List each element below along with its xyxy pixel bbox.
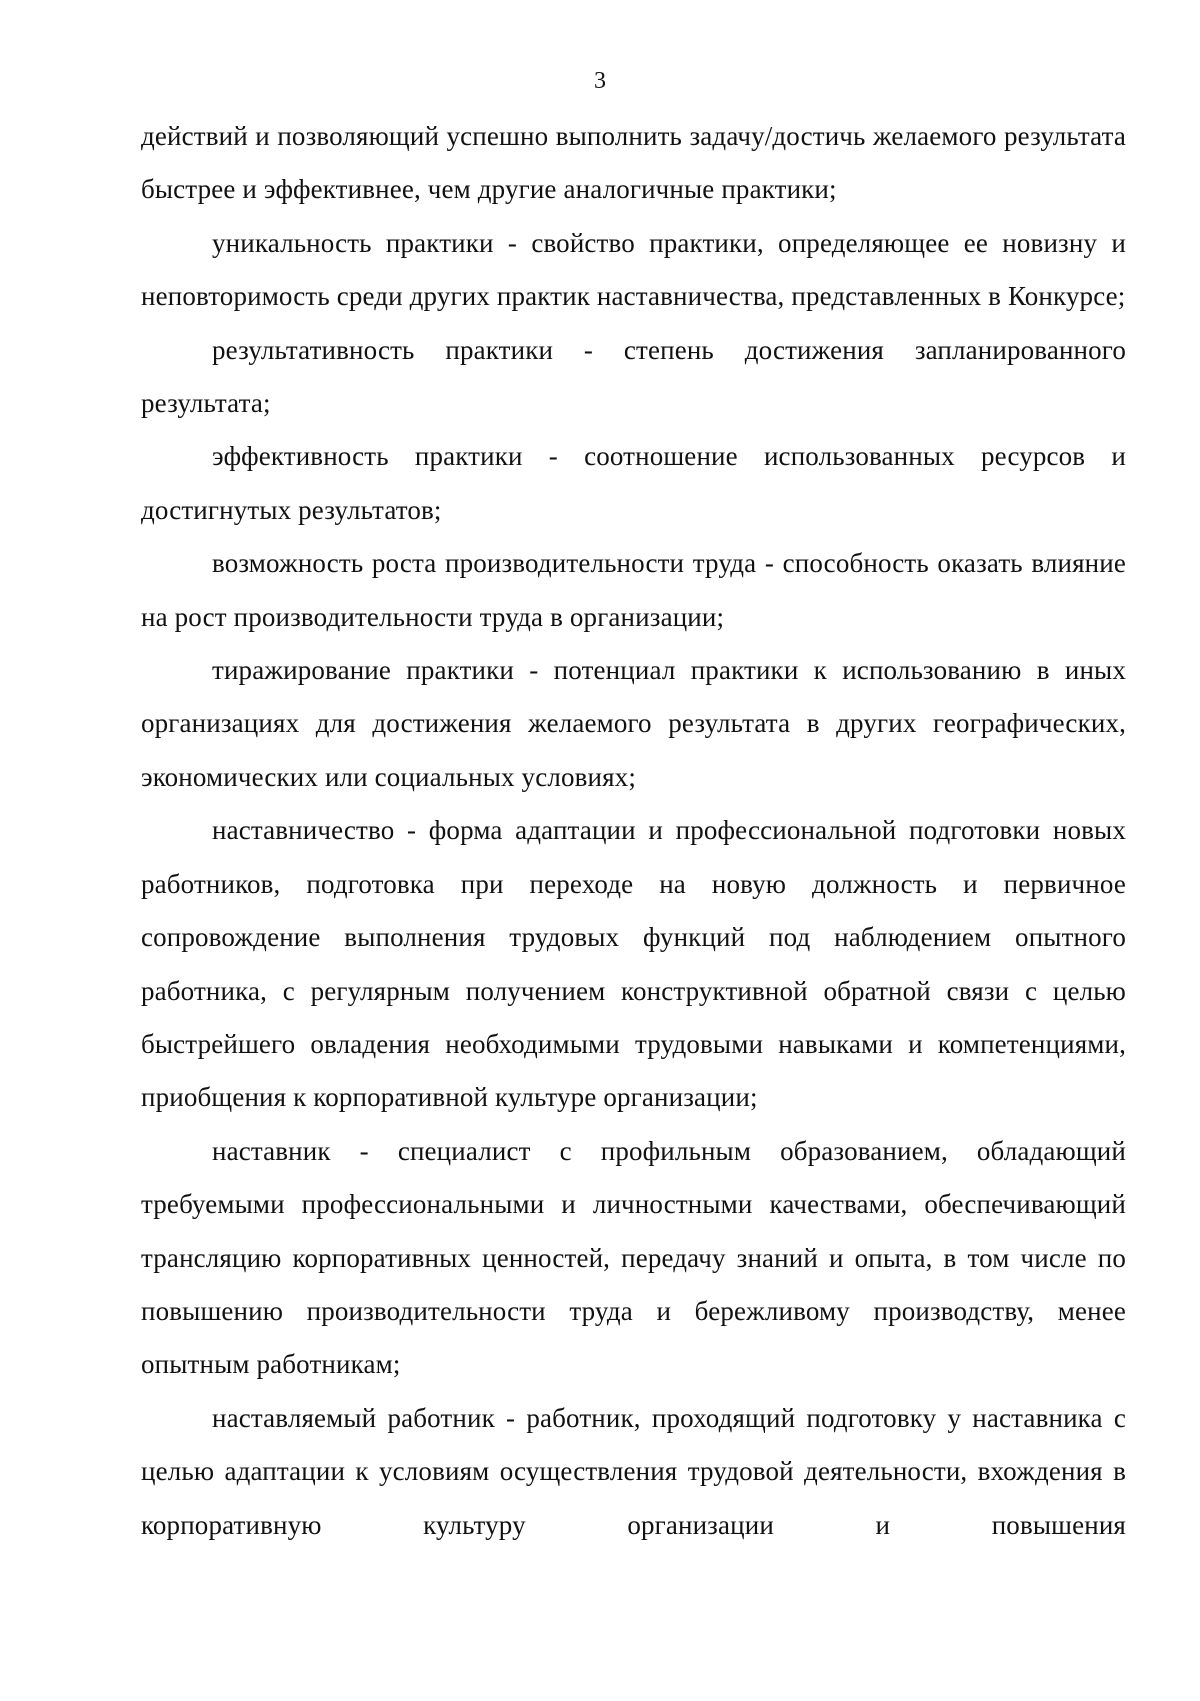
page-number: 3 — [594, 68, 606, 94]
paragraph-efficiency-definition: эффективность практики - соотношение использованных ресурсов и достигнутых результатов; — [141, 441, 1126, 525]
paragraph-productivity-growth-definition: возможность роста производительности труда - способность оказать влияние на рост производительности труда в организации; — [141, 548, 1126, 632]
paragraph-mentoring-definition: наставничество - форма адаптации и профессиональной подготовки новых работников, подготовка при переходе на новую должность и первичное сопровождение выполнения трудовых функций под наблюдением опытного работника, с регулярным получением конструктивной обратной связи с целью быстрейшего овладения необходимыми трудовыми навыками и компетенциями, приобщения к корпоративной культуре организации; — [141, 815, 1126, 1113]
document-body — [141, 110, 1126, 1552]
paragraph-mentee-definition: наставляемый работник - работник, проходящий подготовку у наставника с целью адаптации к условиям осуществления трудовой деятельности, вхождения в корпоративную культуру организации и повышения — [141, 1402, 1126, 1540]
paragraph-replication-definition: тиражирование практики - потенциал практики к использованию в иных организациях для достижения желаемого результата в других географических, экономических или социальных условиях; — [141, 655, 1126, 792]
paragraph-mentor-definition: наставник - специалист с профильным образованием, обладающий требуемыми профессиональными и личностными качествами, обеспечивающий трансляцию корпоративных ценностей, передачу знаний и опыта, в том числе по повышению производительности труда и бережливому производству, менее опытным работникам; — [141, 1135, 1126, 1380]
paragraph-uniqueness-definition: уникальность практики - свойство практики, определяющее ее новизну и неповторимость среди других практик наставничества, представленных в Конкурсе; — [141, 227, 1126, 312]
paragraph-continuation: действий и позволяющий успешно выполнить задачу/достичь желаемого результата быстрее и эффективнее, чем другие аналогичные практики; — [141, 121, 1126, 205]
paragraph-effectiveness-result-definition: результативность практики - степень достижения запланированного результата; — [141, 334, 1126, 419]
